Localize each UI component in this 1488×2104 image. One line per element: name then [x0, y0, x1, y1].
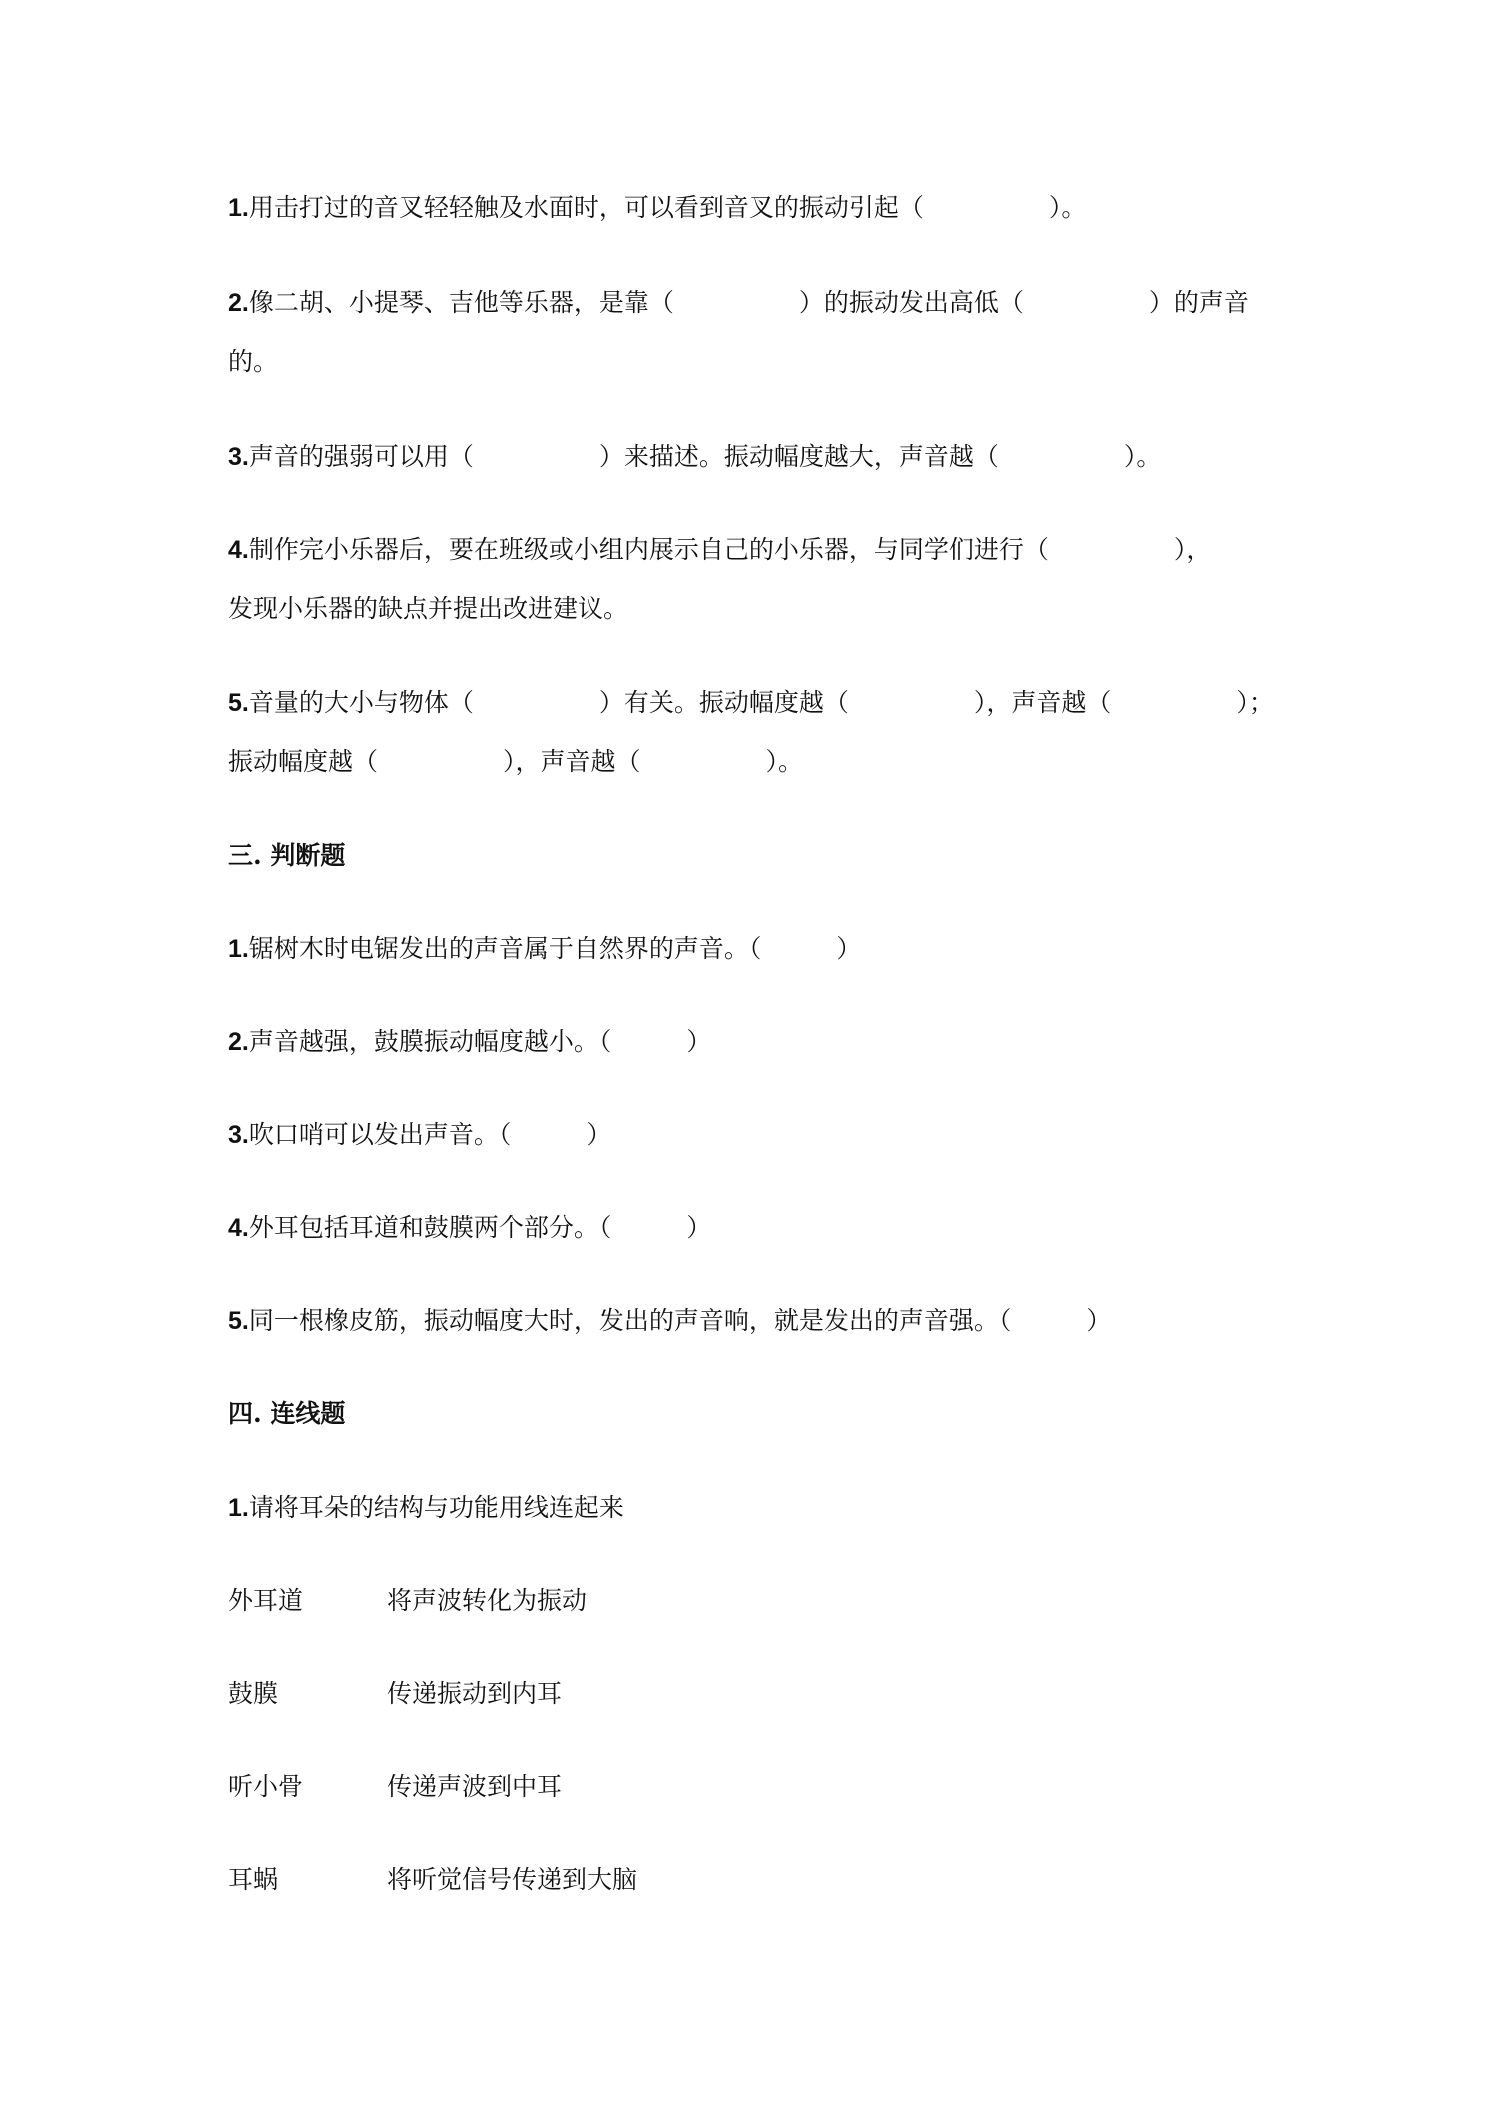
question-number: 1. — [228, 194, 249, 222]
fill-q2-line2: 的。 — [228, 347, 279, 376]
question-number: 2. — [228, 1028, 249, 1056]
fill-q4-line1 — [228, 533, 1211, 567]
matching-q1 — [228, 1491, 624, 1525]
fill-q4-text: 制作完小乐器后，要在班级或小组内展示自己的小乐器，与同学们进行（ ）， — [248, 535, 1212, 564]
question-number: 3. — [228, 1121, 249, 1149]
judge-q2 — [228, 1025, 711, 1059]
question-number: 4. — [228, 536, 249, 564]
matching-left-item: 听小骨 — [228, 1772, 304, 1801]
matching-right-item: 将听觉信号传递到大脑 — [387, 1865, 638, 1894]
question-number: 5. — [228, 689, 249, 717]
matching-left-item: 外耳道 — [228, 1586, 304, 1615]
judge-q1-text: 锯树木时电锯发出的声音属于自然界的声音。（ ） — [248, 934, 862, 963]
section-heading-matching: 四. 连线题 — [228, 1399, 346, 1428]
judge-q1 — [228, 932, 861, 966]
fill-q3-text: 声音的强弱可以用（ ）来描述。振动幅度越大，声音越（ ）。 — [248, 442, 1162, 471]
matching-right-item: 传递声波到中耳 — [387, 1772, 563, 1801]
section-heading-judge: 三. 判断题 — [228, 841, 346, 870]
question-number: 1. — [228, 935, 249, 963]
fill-q5-line1 — [228, 686, 1274, 720]
judge-q3-text: 吹口哨可以发出声音。（ ） — [248, 1120, 612, 1149]
judge-q5-text: 同一根橡皮筋，振动幅度大时，发出的声音响，就是发出的声音强。（ ） — [248, 1306, 1112, 1335]
judge-q4 — [228, 1211, 711, 1245]
fill-q2-text: 像二胡、小提琴、吉他等乐器，是靠（ ）的振动发出高低（ ）的声音 — [248, 288, 1249, 317]
fill-q3-line1 — [228, 440, 1161, 474]
judge-q4-text: 外耳包括耳道和鼓膜两个部分。（ ） — [248, 1213, 712, 1242]
question-number: 1. — [228, 1494, 249, 1522]
matching-right-item: 传递振动到内耳 — [387, 1679, 563, 1708]
fill-q2-line1 — [228, 286, 1249, 320]
matching-q1-text: 请将耳朵的结构与功能用线连起来 — [248, 1493, 624, 1522]
judge-q3 — [228, 1118, 611, 1152]
fill-q1-text: 用击打过的音叉轻轻触及水面时，可以看到音叉的振动引起（ ）。 — [248, 193, 1087, 222]
question-number: 3. — [228, 443, 249, 471]
fill-q4-line2: 发现小乐器的缺点并提出改进建议。 — [228, 594, 629, 623]
fill-q5-text: 音量的大小与物体（ ）有关。振动幅度越（ ），声音越（ ）； — [248, 688, 1274, 717]
matching-left-item: 鼓膜 — [228, 1679, 279, 1708]
question-number: 2. — [228, 289, 249, 317]
judge-q2-text: 声音越强，鼓膜振动幅度越小。（ ） — [248, 1027, 712, 1056]
judge-q5 — [228, 1304, 1111, 1338]
matching-left-item: 耳蜗 — [228, 1865, 279, 1894]
question-number: 5. — [228, 1307, 249, 1335]
fill-q1-line1 — [228, 191, 1086, 225]
fill-q5-line2: 振动幅度越（ ），声音越（ ）。 — [228, 747, 804, 776]
matching-right-item: 将声波转化为振动 — [387, 1586, 588, 1615]
question-number: 4. — [228, 1214, 249, 1242]
